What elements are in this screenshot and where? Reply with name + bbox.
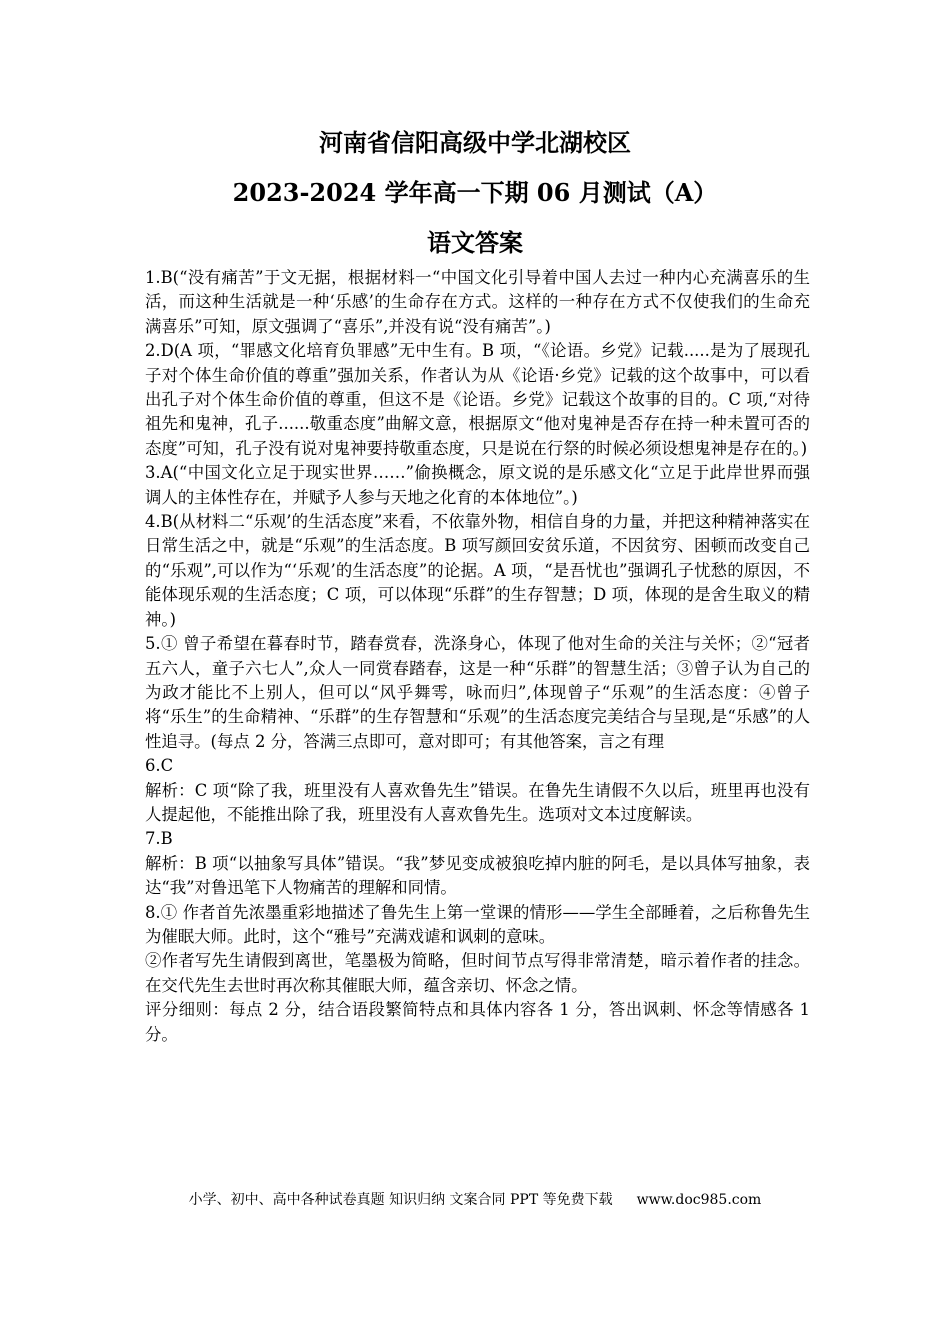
answer-1: 1.B(“没有痛苦”于文无据，根据材料一“中国文化引导着中国人去过一种内心充满喜乐的生活，而这种生活就是一种‘乐感’的生命存在方式。这样的一种存在方式不仅使我们的生命充满喜乐”可知，原文强调了“喜乐”,并没有说“没有痛苦”。) xyxy=(145,268,810,336)
footer-text: 小学、初中、高中各种试卷真题 知识归纳 文案合同 PPT 等免费下载 xyxy=(188,1192,613,1208)
answer-6: 6.C xyxy=(145,756,174,776)
answer-body xyxy=(145,266,810,1047)
answer-8-point-1: 8.① 作者首先浓墨重彩地描述了鲁先生上第一堂课的情形——学生全部睡着，之后称鲁先生为催眠大师。此时，这个“雅号”充满戏谑和讽刺的意味。 xyxy=(145,902,810,946)
school-title: 河南省信阳高级中学北湖校区 xyxy=(319,128,631,157)
answer-7-explanation: 解析：B 项“以抽象写具体”错误。“我”梦见变成被狼吃掉内脏的阿毛，是以具体写抽象，表达“我”对鲁迅笔下人物痛苦的理解和同情。 xyxy=(145,853,810,898)
footer-site-link[interactable]: www.doc985.com xyxy=(636,1192,762,1208)
answer-5: 5.① 曾子希望在暮春时节，踏春赏春，洗涤身心，体现了他对生命的关注与关怀；②“冠者五六人，童子六七人”,众人一同赏春踏春，这是一种“乐群”的智慧生活；③曾子认为自己的为政才能比不上别人，但可以“风乎舞雩，咏而归”,体现曾子“乐观”的生活态度：④曾子将“乐生”的生命精神、“乐群”的生存智慧和“乐观”的生活态度完美结合与呈现,是“乐感”的人性追寻。(每点 2 分，答满三点即可，意对即可；有其他答案，言之有理 xyxy=(145,634,810,751)
answer-4: 4.B(从材料二“乐观’的生活态度”来看，不依靠外物，相信自身的力量，并把这种精神落实在日常生活之中，就是“乐观”的生活态度。B 项写颜回安贫乐道，不因贫穷、困顿而改变自己的“乐观”,可以作为“‘乐观’的生活态度”的论据。A 项，“是吾忧也”强调孔子忧愁的原因，不能体现乐观的生活态度；C 项，可以体现“乐群”的生存智慧；D 项，体现的是舍生取义的精神。) xyxy=(145,512,810,629)
answer-2: 2.D(A 项，“罪感文化培育负罪感”无中生有。B 项，“《论语。乡党》记载.....是为了展现孔子对个体生命价值的尊重”强加关系，作者认为从《论语·乡党》记载的这个故事中，可以看出孔子对个体生命价值的尊重，但这不是《论语。乡党》记载这个故事的目的。C 项,“对待祖先和鬼神，孔子......敬重态度”曲解文意，根据原文“他对鬼神是否存在持一种未置可否的态度”可知，孔子没有说对鬼神要持敬重态度，只是说在行祭的时候必须设想鬼神是存在的。) xyxy=(145,341,810,458)
answer-6-explanation: 解析：C 项“除了我，班里没有人喜欢鲁先生”错误。在鲁先生请假不久以后，班里再也没有人提起他，不能推出除了我，班里没有人喜欢鲁先生。选项对文本过度解读。 xyxy=(145,780,810,824)
scoring-rules: 评分细则：每点 2 分，结合语段繁简特点和具体内容各 1 分，答出讽刺、怀念等情感各 1 分。 xyxy=(145,1000,810,1044)
exam-title: 2023-2024 学年高一下期 06 月测试（A） xyxy=(232,178,718,207)
answer-8-point-2: ②作者写先生请假到离世，笔墨极为简略，但时间节点写得非常清楚，暗示着作者的挂念。在交代先生去世时再次称其催眠大师，蕴含亲切、怀念之情。 xyxy=(145,951,810,995)
answer-7: 7.B xyxy=(145,829,173,849)
answer-3: 3.A(“中国文化立足于现实世界……”偷换概念，原文说的是乐感文化“立足于此岸世界而强调人的主体性存在，并赋予人参与天地之化育的本体地位”。) xyxy=(145,463,810,507)
footer xyxy=(0,1190,950,1210)
subject-title: 语文答案 xyxy=(427,228,523,257)
